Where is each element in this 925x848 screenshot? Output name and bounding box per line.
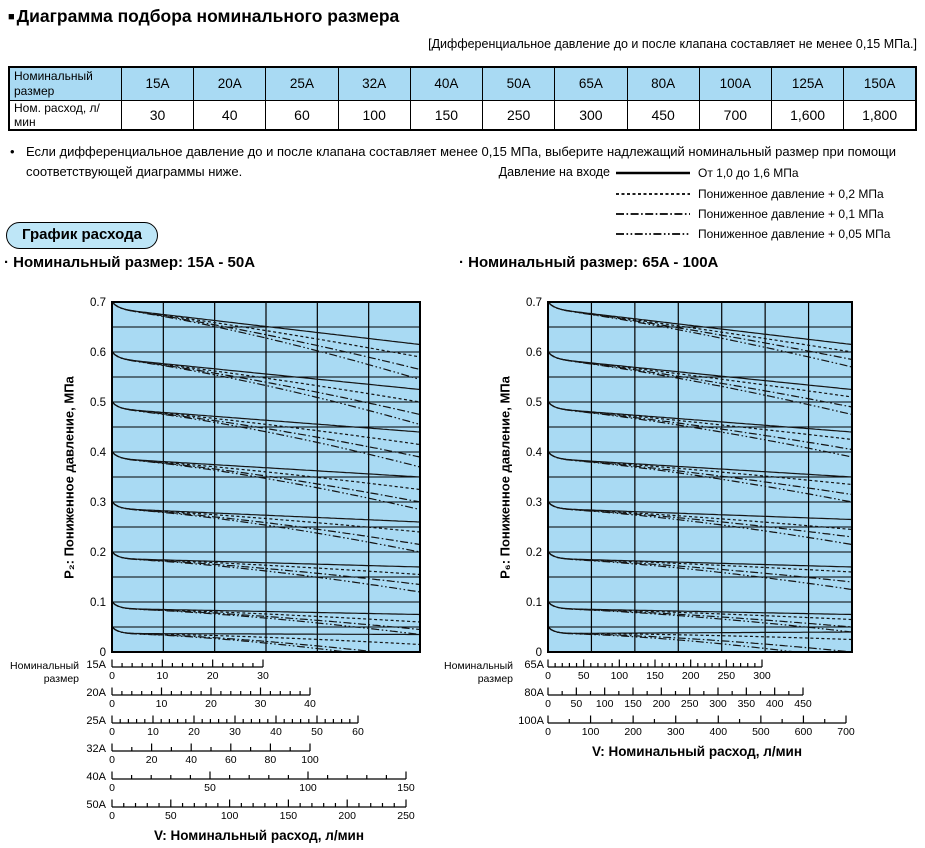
x-tick-label: 200 bbox=[652, 698, 671, 709]
table-flow-cell: 700 bbox=[699, 100, 771, 130]
x-tick-label: 250 bbox=[397, 810, 415, 821]
x-tick-label: 20 bbox=[188, 726, 200, 737]
x-tick-label: 50 bbox=[164, 810, 177, 821]
x-tick-label: 30 bbox=[254, 698, 267, 709]
flow-scale-65A bbox=[536, 655, 782, 681]
section-title-65a-100a: · Номинальный размер: 65A - 100A bbox=[459, 254, 719, 271]
table-header-label: Номинальный размер bbox=[9, 67, 121, 100]
selection-hint-text: Если дифференциальное давление до и после клапана составляет менее 0,15 МПа, выберите надлежащий номинальный размер при помощи соответствующей диаграммы ниже. bbox=[26, 144, 897, 179]
x-tick-label: 0 bbox=[109, 782, 115, 793]
x-tick-label: 600 bbox=[794, 726, 813, 737]
legend-item-label: Пониженное давление + 0,05 МПа bbox=[698, 226, 891, 241]
legend-item bbox=[616, 206, 884, 221]
x-tick-label: 400 bbox=[765, 698, 784, 709]
x-tick-label: 150 bbox=[279, 810, 298, 821]
legend-item-label: Пониженное давление + 0,1 МПа bbox=[698, 206, 884, 221]
ruler-size-label: 25A bbox=[86, 715, 106, 727]
x-tick-label: 700 bbox=[837, 726, 855, 737]
ruler-size-label: 50A bbox=[86, 799, 106, 811]
table-header-row bbox=[9, 67, 916, 100]
x-tick-label: 30 bbox=[229, 726, 241, 737]
ruler-size-label: 40A bbox=[86, 771, 106, 783]
y-tick-label: 0.4 bbox=[90, 447, 106, 460]
flow-chart-plot-0 bbox=[70, 294, 428, 660]
flow-scale-25A bbox=[100, 711, 378, 737]
x-tick-label: 100 bbox=[610, 670, 629, 681]
table-size-cell: 80A bbox=[627, 67, 699, 100]
table-flow-cell: 150 bbox=[410, 100, 482, 130]
legend-item bbox=[616, 226, 890, 241]
x-tick-label: 400 bbox=[709, 726, 728, 737]
x-tick-label: 100 bbox=[301, 754, 319, 765]
y-tick-label: 0 bbox=[99, 647, 106, 660]
table-value-row bbox=[9, 100, 916, 130]
ruler-size-label: 15A bbox=[86, 659, 106, 671]
x-tick-label: 20 bbox=[205, 698, 217, 709]
table-size-cell: 25A bbox=[266, 67, 338, 100]
y-tick-label: 0.4 bbox=[526, 447, 542, 460]
x-axis-title: V: Номинальный расход, л/мин bbox=[591, 744, 803, 759]
x-tick-label: 0 bbox=[109, 698, 115, 709]
x-tick-label: 80 bbox=[264, 754, 277, 765]
x-tick-label: 300 bbox=[666, 726, 685, 737]
nominal-size-axis-label: Номинальный размер bbox=[444, 660, 513, 686]
y-tick-label: 0.5 bbox=[90, 397, 106, 410]
section-title-15a-50a: · Номинальный размер: 15A - 50A bbox=[4, 254, 256, 271]
nominal-size-axis-label: Номинальный размер bbox=[10, 660, 79, 686]
x-tick-label: 150 bbox=[646, 670, 664, 681]
table-size-cell: 15A bbox=[121, 67, 193, 100]
table-size-cell: 50A bbox=[483, 67, 555, 100]
x-tick-label: 60 bbox=[224, 754, 237, 765]
flow-scale-32A bbox=[100, 739, 330, 765]
x-tick-label: 350 bbox=[737, 698, 756, 709]
flow-scale-100A bbox=[536, 711, 866, 737]
flow-scale-40A bbox=[100, 767, 426, 793]
ruler-size-label: 20A bbox=[86, 687, 106, 699]
x-tick-label: 200 bbox=[681, 670, 700, 681]
flow-scale-80A bbox=[536, 683, 823, 709]
y-tick-label: 0.5 bbox=[526, 397, 542, 410]
dashed-line-sample-icon bbox=[616, 190, 690, 198]
table-flow-cell: 30 bbox=[121, 100, 193, 130]
table-flow-cell: 100 bbox=[338, 100, 410, 130]
x-tick-label: 20 bbox=[206, 670, 219, 681]
table-flow-cell: 40 bbox=[194, 100, 266, 130]
x-tick-label: 30 bbox=[257, 670, 269, 681]
x-tick-label: 40 bbox=[185, 754, 198, 765]
x-tick-label: 0 bbox=[109, 726, 115, 737]
table-flow-cell: 1,800 bbox=[844, 100, 916, 130]
x-tick-label: 0 bbox=[109, 754, 115, 765]
y-tick-label: 0.2 bbox=[526, 547, 542, 560]
bullet-icon: • bbox=[10, 144, 15, 159]
x-tick-label: 50 bbox=[577, 670, 590, 681]
flow-scale-15A bbox=[100, 655, 283, 681]
x-tick-label: 0 bbox=[545, 670, 551, 681]
x-tick-label: 40 bbox=[270, 726, 282, 737]
table-size-cell: 40A bbox=[410, 67, 482, 100]
table-flow-cell: 450 bbox=[627, 100, 699, 130]
dashdot-line-sample-icon bbox=[616, 210, 690, 218]
page-title: ■ Диаграмма подбора номинального размера bbox=[8, 6, 400, 26]
x-tick-label: 300 bbox=[709, 698, 727, 709]
table-flow-cell: 300 bbox=[555, 100, 627, 130]
x-tick-label: 10 bbox=[147, 726, 159, 737]
legend-item bbox=[616, 165, 799, 180]
x-tick-label: 300 bbox=[753, 670, 771, 681]
x-tick-label: 60 bbox=[352, 726, 364, 737]
table-size-cell: 32A bbox=[338, 67, 410, 100]
differential-pressure-note: [Дифференциальное давление до и после клапана составляет не менее 0,15 МПа.] bbox=[428, 37, 917, 51]
ruler-size-label: 32A bbox=[86, 743, 106, 755]
y-tick-label: 0.1 bbox=[526, 597, 542, 610]
ruler-size-label: 65A bbox=[524, 659, 544, 671]
x-tick-label: 500 bbox=[752, 726, 770, 737]
table-size-cell: 20A bbox=[194, 67, 266, 100]
x-tick-label: 150 bbox=[624, 698, 642, 709]
square-bullet-icon: ■ bbox=[8, 11, 15, 23]
y-tick-label: 0.6 bbox=[90, 347, 106, 360]
x-tick-label: 40 bbox=[304, 698, 316, 709]
table-row-label: Ном. расход, л/мин bbox=[9, 100, 121, 130]
y-tick-label: 0.7 bbox=[526, 297, 542, 310]
y-tick-label: 0.1 bbox=[90, 597, 106, 610]
x-tick-label: 100 bbox=[299, 782, 317, 793]
x-axis-title: V: Номинальный расход, л/мин bbox=[153, 828, 365, 843]
x-tick-label: 100 bbox=[581, 726, 600, 737]
flow-chart-plot-1 bbox=[506, 294, 860, 660]
table-size-cell: 65A bbox=[555, 67, 627, 100]
x-tick-label: 0 bbox=[545, 698, 551, 709]
dashdotdot-line-sample-icon bbox=[616, 230, 690, 238]
legend-item-label: Пониженное давление + 0,2 МПа bbox=[698, 186, 884, 201]
legend-item-label: От 1,0 до 1,6 МПа bbox=[698, 165, 799, 180]
ruler-size-label: 80A bbox=[524, 687, 544, 699]
x-tick-label: 50 bbox=[204, 782, 216, 793]
y-tick-label: 0.3 bbox=[526, 497, 542, 510]
x-tick-label: 0 bbox=[109, 810, 115, 821]
table-flow-cell: 60 bbox=[266, 100, 338, 130]
table-size-cell: 150A bbox=[844, 67, 916, 100]
table-flow-cell: 1,600 bbox=[771, 100, 843, 130]
x-tick-label: 50 bbox=[570, 698, 583, 709]
x-tick-label: 0 bbox=[545, 726, 551, 737]
table-flow-cell: 250 bbox=[483, 100, 555, 130]
legend-title: Давление на входе bbox=[498, 165, 610, 179]
y-axis-title: P₂: Пониженное давление, МПа bbox=[61, 376, 77, 579]
x-tick-label: 250 bbox=[680, 698, 699, 709]
x-tick-label: 10 bbox=[155, 698, 168, 709]
x-tick-label: 200 bbox=[338, 810, 356, 821]
ruler-size-label: 100A bbox=[518, 715, 544, 727]
flow-graph-badge: График расхода bbox=[6, 222, 158, 249]
x-tick-label: 10 bbox=[156, 670, 169, 681]
y-tick-label: 0.7 bbox=[90, 297, 106, 310]
table-size-cell: 125A bbox=[771, 67, 843, 100]
solid-line-sample-icon bbox=[616, 169, 690, 177]
table-size-cell: 100A bbox=[699, 67, 771, 100]
x-tick-label: 20 bbox=[145, 754, 158, 765]
x-tick-label: 150 bbox=[397, 782, 415, 793]
nominal-size-table bbox=[8, 66, 917, 131]
x-tick-label: 200 bbox=[624, 726, 642, 737]
x-tick-label: 50 bbox=[311, 726, 323, 737]
y-axis-title: P₆: Пониженное давление, МПа bbox=[497, 376, 513, 579]
x-tick-label: 450 bbox=[794, 698, 812, 709]
legend-item bbox=[616, 186, 884, 201]
x-tick-label: 0 bbox=[109, 670, 115, 681]
y-tick-label: 0.3 bbox=[90, 497, 106, 510]
y-tick-label: 0.6 bbox=[526, 347, 542, 360]
y-tick-label: 0.2 bbox=[90, 547, 106, 560]
flow-scale-20A bbox=[100, 683, 330, 709]
x-tick-label: 250 bbox=[717, 670, 736, 681]
x-tick-label: 100 bbox=[220, 810, 239, 821]
x-tick-label: 100 bbox=[595, 698, 614, 709]
y-tick-label: 0 bbox=[535, 647, 542, 660]
flow-scale-50A bbox=[100, 795, 426, 821]
